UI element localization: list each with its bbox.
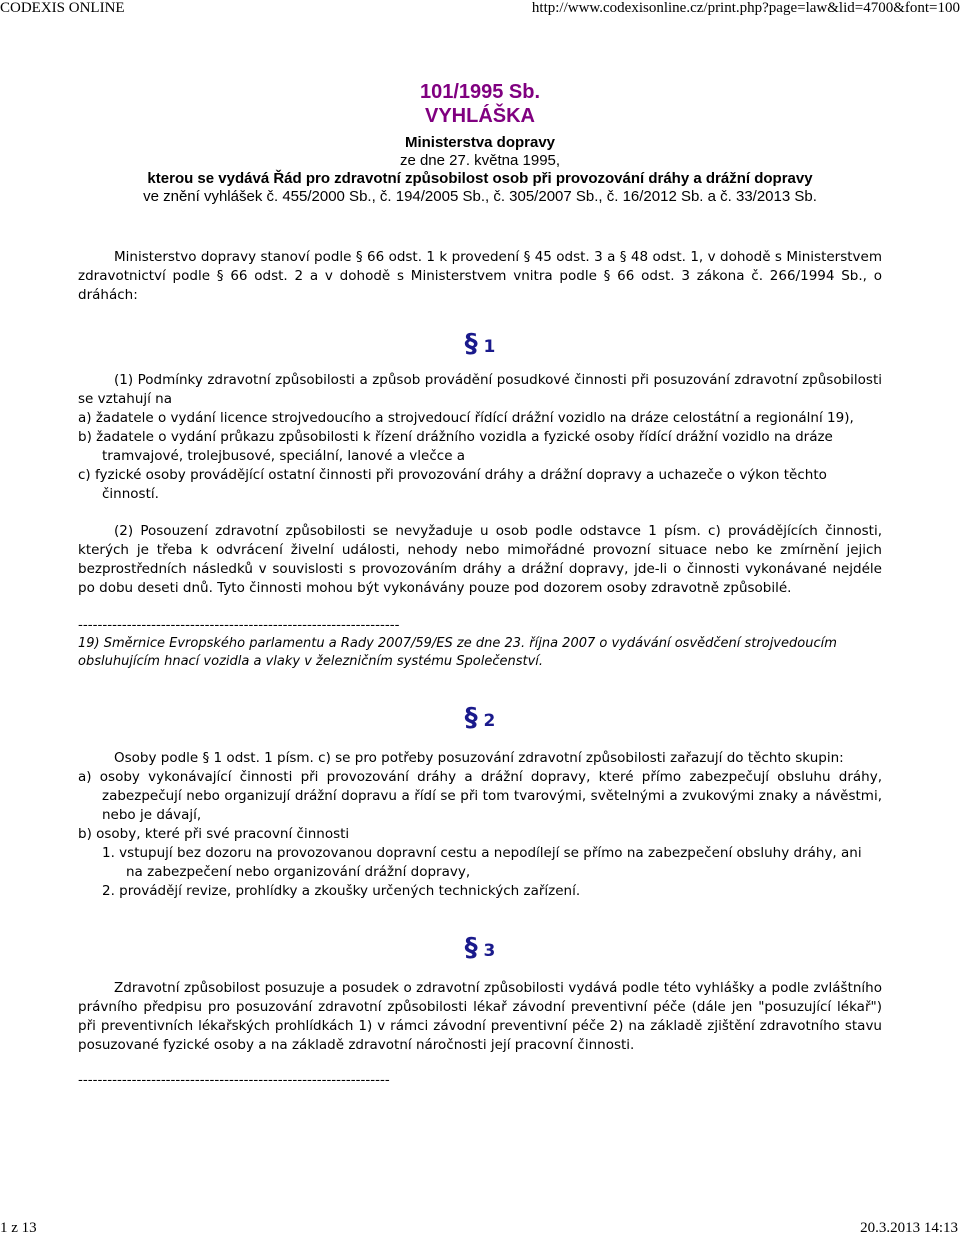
s1-item-c: c) fyzické osoby provádějící ostatní činnosti při provozování dráhy a drážní dopravy a uchazeče o výkon těchto činností. <box>78 467 827 502</box>
s2-item-a: a) osoby vykonávající činnosti při provozování dráhy a drážní dopravy, které přímo zabezpečují obsluhu dráhy, zabezpečují nebo organizují drážní dopravu a řídí se při tom tvarovými, světelnými a zvukovými znaky a návěstmi, nebo je dávají, <box>78 769 882 823</box>
site-name: CODEXIS ONLINE <box>0 0 125 16</box>
section-symbol: § <box>464 933 478 963</box>
s1-paragraph-2: (2) Posouzení zdravotní způsobilosti se nevyžaduje u osob podle odstavce 1 písm. c) provádějících činnosti, kterých je třeba k odvrácení živelní události, nehody nebo mimořádné provozní situace nebo ke zmírnění jejich bezprostředních následků v souvislosti s provozováním dráhy a drážní dopravy, jde-li o činnosti vykonávané nejdéle po dobu deseti dnů. Tyto činnosti mohou být vykonávány pouze pod dozorem osoby zdravotně způsobilé. <box>78 523 882 596</box>
footnote-19: 19) Směrnice Evropského parlamentu a Rady 2007/59/ES ze dne 23. října 2007 o vydávání osvědčení strojvedoucím obsluhujícím hnací vozidla a vlaky v železničním systému Společenství. <box>78 636 837 669</box>
footnote-separator: ------------------------------------------------------------------ <box>78 617 400 633</box>
doc-amendments: ve znění vyhlášek č. 455/2000 Sb., č. 194/2005 Sb., č. 305/2007 Sb., č. 16/2012 Sb. a č. 33/2013 Sb. <box>143 188 817 205</box>
document-heading <box>78 80 882 206</box>
print-footer <box>0 1220 960 1238</box>
document-body <box>78 80 882 1090</box>
s3-paragraph: Zdravotní způsobilost posuzuje a posudek o zdravotní způsobilosti vydává podle této vyhlášky a podle zvláštního právního předpisu pro posuzování zdravotní způsobilosti lékař závodní preventivní péče (dále jen "posuzující lékař") při preventivních lékařských prohlídkách 1) v rámci závodní preventivní péče 2) na základě zjištění zdravotního stavu posuzované fyzické osoby a na základě zdravotní náročnosti její pracovní činnosti. <box>78 980 882 1053</box>
s2-item-b2: 2. provádějí revize, prohlídky a zkoušky určených technických zařízení. <box>102 883 581 899</box>
s1-paragraph-1: (1) Podmínky zdravotní způsobilosti a způsob provádění posudkové činnosti při posuzování zdravotní způsobilosti se vztahují na <box>78 372 882 407</box>
page-counter: 1 z 13 <box>0 1220 37 1236</box>
s2-item-b: b) osoby, které při své pracovní činnosti <box>78 826 350 842</box>
s2-item-b1: 1. vstupují bez dozoru na provozovanou dopravní cestu a nepodílejí se přímo na zabezpečení obsluhy dráhy, ani na zabezpečení nebo organizování drážní dopravy, <box>102 845 862 880</box>
footnote-separator-2: ---------------------------------------------------------------- <box>78 1072 390 1088</box>
preamble: Ministerstvo dopravy stanoví podle § 66 odst. 1 k provedení § 45 odst. 3 a § 48 odst. 1, v dohodě s Ministerstvem zdravotnictví podle § 66 odst. 2 a v dohodě s Ministerstvem vnitra podle § 66 odst. 3 zákona č. 266/1994 Sb., o dráhách: <box>78 249 882 303</box>
s2-intro: Osoby podle § 1 odst. 1 písm. c) se pro potřeby posuzování zdravotní způsobilosti zařazují do těchto skupin: <box>114 750 844 766</box>
print-header <box>0 0 960 20</box>
page-url: http://www.codexisonline.cz/print.php?page=law&lid=4700&font=100 <box>531 0 960 16</box>
section-3-heading: § 3 <box>464 933 496 963</box>
section-symbol: § <box>464 703 478 733</box>
s1-item-b: b) žadatele o vydání průkazu způsobilosti k řízení drážního vozidla a fyzické osoby řídící drážní vozidlo na dráze tramvajové, trolejbusové, speciální, lanové a vlečce a <box>78 429 833 464</box>
doc-subject: kterou se vydává Řád pro zdravotní způsobilost osob při provozování dráhy a drážní dopravy <box>147 170 813 187</box>
print-timestamp: 20.3.2013 14:13 <box>860 1220 958 1236</box>
doc-number: 101/1995 Sb. <box>419 81 541 103</box>
s1-item-a: a) žadatele o vydání licence strojvedoucího a strojvedoucí řídící drážní vozidlo na dráze celostátní a regionální 19), <box>78 410 854 426</box>
section-1-heading: § 1 <box>464 329 496 359</box>
section-2-heading: § 2 <box>464 703 496 733</box>
doc-issuer: Ministerstva dopravy <box>404 134 556 151</box>
doc-type: VYHLÁŠKA <box>424 105 535 127</box>
doc-date: ze dne 27. května 1995, <box>399 152 561 169</box>
section-symbol: § <box>464 329 478 359</box>
